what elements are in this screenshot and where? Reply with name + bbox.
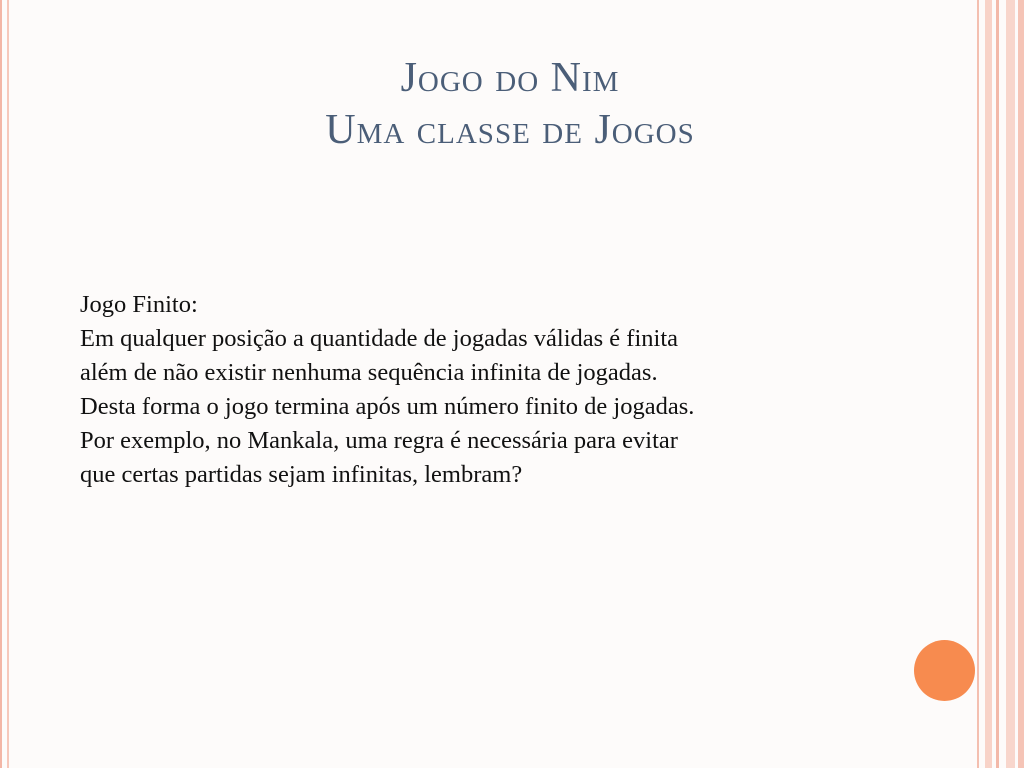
body-line-3: além de não existir nenhuma sequência infinita de jogadas. <box>80 359 658 386</box>
body-line-6: que certas partidas sejam infinitas, lembram? <box>80 461 523 488</box>
frame-line-left-inner <box>7 0 9 768</box>
body-line-1: Jogo Finito: <box>80 291 198 318</box>
frame-line-left-outer <box>0 0 2 768</box>
frame-line-right-5 <box>1018 0 1024 768</box>
orange-circle-icon <box>914 640 975 701</box>
slide-body <box>80 288 910 492</box>
slide-title-line-2: Uma classe de Jogos <box>325 107 695 153</box>
frame-line-right-2 <box>985 0 992 768</box>
body-line-5: Por exemplo, no Mankala, uma regra é necessária para evitar <box>80 427 678 454</box>
frame-line-right-4 <box>1006 0 1015 768</box>
body-line-2: Em qualquer posição a quantidade de jogadas válidas é finita <box>80 325 679 352</box>
frame-line-right-3 <box>996 0 999 768</box>
slide-title-line-1: Jogo do Nim <box>400 55 620 101</box>
frame-line-right-1 <box>977 0 979 768</box>
slide-title <box>80 52 940 156</box>
body-line-4: Desta forma o jogo termina após um número finito de jogadas. <box>80 393 695 420</box>
